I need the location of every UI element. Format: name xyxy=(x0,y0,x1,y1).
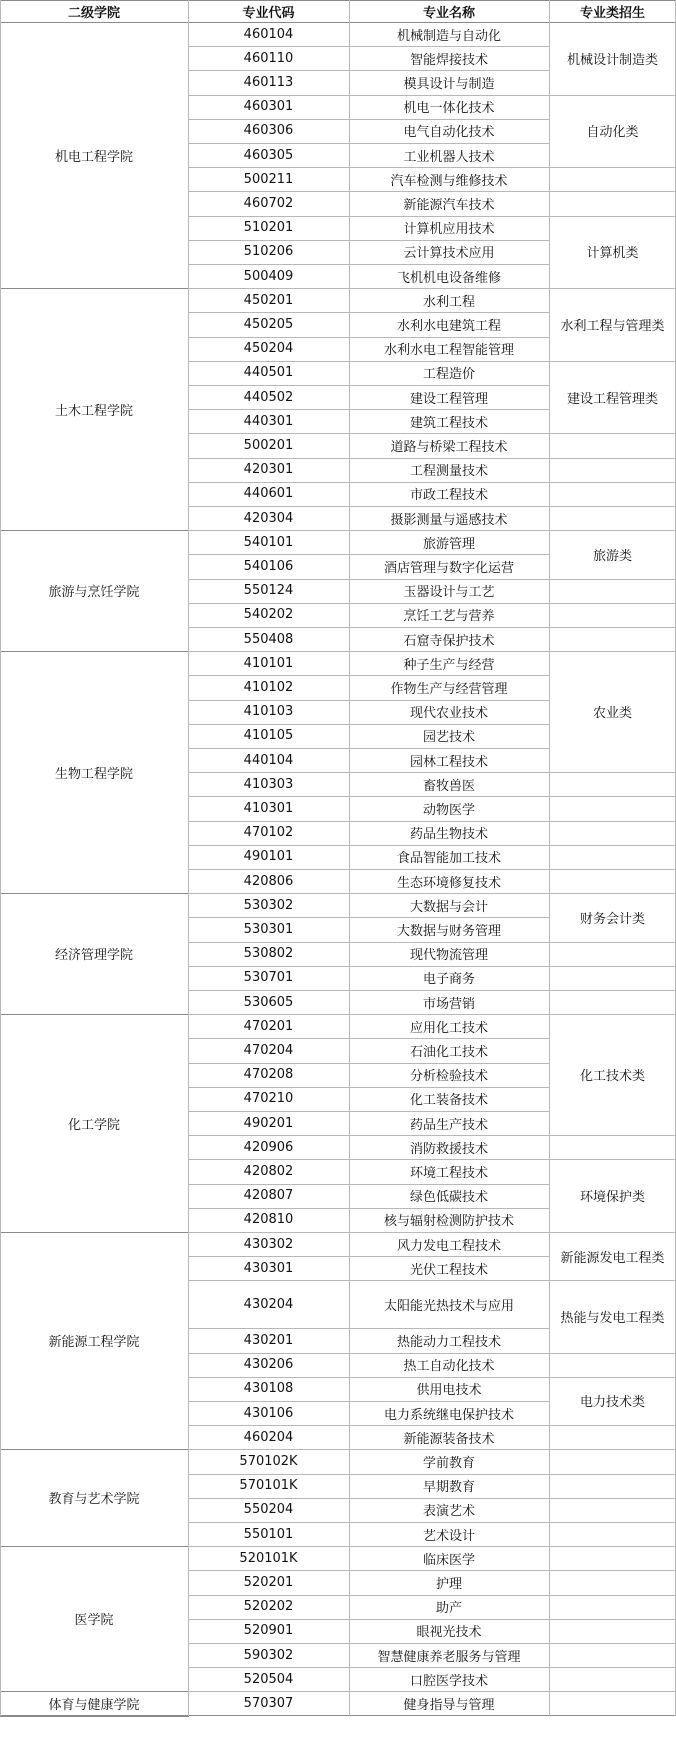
grid-line xyxy=(549,1232,676,1233)
category-name: 热能与发电工程类 xyxy=(560,1310,665,1326)
major-name: 电力系统继电保护技术 xyxy=(383,1407,514,1423)
category-name: 水利工程与管理类 xyxy=(560,318,665,334)
grid-line xyxy=(188,966,550,967)
grid-line xyxy=(188,651,550,652)
grid-line xyxy=(188,627,550,628)
major-code: 420304 xyxy=(243,510,294,526)
major-code: 520201 xyxy=(243,1574,294,1590)
major-name: 工程造价 xyxy=(422,367,475,383)
major-code: 520901 xyxy=(243,1623,294,1639)
grid-line xyxy=(349,0,350,1716)
college-name: 生物工程学院 xyxy=(54,766,133,782)
major-name: 环境工程技术 xyxy=(409,1165,488,1181)
major-name: 建设工程管理 xyxy=(409,391,488,407)
category-name: 财务会计类 xyxy=(579,911,645,927)
grid-line xyxy=(188,1353,550,1354)
header-category: 专业类招生 xyxy=(579,5,645,21)
major-name: 分析检验技术 xyxy=(409,1069,488,1085)
college-name: 新能源工程学院 xyxy=(48,1335,140,1351)
major-code: 430302 xyxy=(243,1236,294,1252)
major-name: 新能源汽车技术 xyxy=(403,197,495,213)
major-code: 520504 xyxy=(243,1671,294,1687)
college-name: 经济管理学院 xyxy=(54,948,133,964)
grid-line xyxy=(0,0,1,1716)
grid-line xyxy=(549,288,676,289)
major-code: 420802 xyxy=(243,1163,294,1179)
major-name: 口腔医学技术 xyxy=(409,1673,488,1689)
major-code: 490101 xyxy=(243,849,294,865)
major-name: 电子商务 xyxy=(422,972,475,988)
major-code: 420806 xyxy=(243,873,294,889)
grid-line xyxy=(0,893,189,894)
major-name: 酒店管理与数字化运营 xyxy=(383,560,514,576)
grid-line xyxy=(549,1619,676,1620)
major-name: 眼视光技术 xyxy=(416,1625,482,1641)
grid-line xyxy=(188,46,550,47)
major-name: 动物医学 xyxy=(422,802,475,818)
college-name: 旅游与烹饪学院 xyxy=(48,585,140,601)
grid-line xyxy=(188,1135,550,1136)
category-name: 环境保护类 xyxy=(579,1190,645,1206)
grid-line xyxy=(549,651,676,652)
major-code: 590302 xyxy=(243,1647,294,1663)
grid-line xyxy=(0,0,676,1)
major-code: 450205 xyxy=(243,316,294,332)
major-code: 410303 xyxy=(243,776,294,792)
major-name: 绿色低碳技术 xyxy=(409,1190,488,1206)
grid-line xyxy=(188,385,550,386)
grid-line xyxy=(188,1667,550,1668)
major-name: 计算机应用技术 xyxy=(403,222,495,238)
grid-line xyxy=(188,506,550,507)
major-code: 460110 xyxy=(243,50,294,66)
grid-line xyxy=(549,506,676,507)
grid-line xyxy=(188,1619,550,1620)
major-name: 市政工程技术 xyxy=(409,488,488,504)
grid-line xyxy=(188,1425,550,1426)
grid-line xyxy=(188,264,550,265)
major-name: 机械制造与自动化 xyxy=(396,28,501,44)
grid-line xyxy=(549,579,676,580)
major-code: 470208 xyxy=(243,1067,294,1083)
college-name: 机电工程学院 xyxy=(54,149,133,165)
major-name: 汽车检测与维修技术 xyxy=(390,173,508,189)
major-code: 460113 xyxy=(243,74,294,90)
grid-line xyxy=(188,1328,550,1329)
major-code: 550408 xyxy=(243,631,294,647)
grid-line xyxy=(188,1280,550,1281)
major-name: 学前教育 xyxy=(422,1455,475,1471)
major-code: 430108 xyxy=(243,1381,294,1397)
grid-line xyxy=(188,361,550,362)
major-name: 生态环境修复技术 xyxy=(396,875,501,891)
grid-line xyxy=(188,1208,550,1209)
major-code: 490201 xyxy=(243,1115,294,1131)
grid-line xyxy=(549,603,676,604)
major-name: 热能动力工程技术 xyxy=(396,1334,501,1350)
grid-line xyxy=(188,724,550,725)
major-name: 水利工程 xyxy=(422,294,475,310)
grid-line xyxy=(549,893,676,894)
major-code: 460301 xyxy=(243,99,294,115)
grid-line xyxy=(549,458,676,459)
grid-line xyxy=(549,821,676,822)
major-code: 430201 xyxy=(243,1332,294,1348)
major-name: 园艺技术 xyxy=(422,730,475,746)
grid-line xyxy=(188,312,550,313)
major-code: 530605 xyxy=(243,994,294,1010)
category-name: 新能源发电工程类 xyxy=(560,1250,665,1266)
major-code: 520202 xyxy=(243,1599,294,1615)
major-code: 510206 xyxy=(243,244,294,260)
grid-line xyxy=(188,240,550,241)
grid-line xyxy=(188,0,189,1716)
grid-line xyxy=(188,1449,550,1450)
grid-line xyxy=(0,1014,189,1015)
major-code: 530302 xyxy=(243,897,294,913)
major-name: 模具设计与制造 xyxy=(403,76,495,92)
grid-line xyxy=(549,1135,676,1136)
grid-line xyxy=(188,530,550,531)
major-code: 570307 xyxy=(243,1695,294,1711)
grid-line xyxy=(188,821,550,822)
grid-line xyxy=(549,1595,676,1596)
major-name: 机电一体化技术 xyxy=(403,101,495,117)
major-name: 消防救援技术 xyxy=(409,1141,488,1157)
category-name: 自动化类 xyxy=(586,125,639,141)
grid-line xyxy=(549,1522,676,1523)
grid-line xyxy=(549,361,676,362)
grid-line xyxy=(188,1038,550,1039)
grid-line xyxy=(188,191,550,192)
major-code: 500211 xyxy=(243,171,294,187)
major-code: 420810 xyxy=(243,1212,294,1228)
major-name: 艺术设计 xyxy=(422,1528,475,1544)
grid-line xyxy=(188,1159,550,1160)
grid-line xyxy=(188,433,550,434)
major-code: 440502 xyxy=(243,389,294,405)
major-code: 430204 xyxy=(243,1296,294,1312)
major-name: 护理 xyxy=(435,1576,462,1592)
college-name: 土木工程学院 xyxy=(54,403,133,419)
major-code: 520101K xyxy=(239,1550,298,1566)
major-name: 药品生产技术 xyxy=(409,1117,488,1133)
major-code: 470204 xyxy=(243,1042,294,1058)
grid-line xyxy=(549,1449,676,1450)
category-name: 电力技术类 xyxy=(579,1395,645,1411)
major-name: 大数据与财务管理 xyxy=(396,923,501,939)
major-code: 550124 xyxy=(243,583,294,599)
grid-line xyxy=(549,433,676,434)
grid-line xyxy=(188,409,550,410)
grid-line xyxy=(188,1474,550,1475)
major-code: 460306 xyxy=(243,123,294,139)
major-name: 玉器设计与工艺 xyxy=(403,585,495,601)
major-code: 460104 xyxy=(243,26,294,42)
grid-line xyxy=(188,1691,550,1692)
major-code: 450204 xyxy=(243,341,294,357)
grid-line xyxy=(188,554,550,555)
major-code: 420906 xyxy=(243,1139,294,1155)
major-code: 460702 xyxy=(243,195,294,211)
grid-line xyxy=(188,1546,550,1547)
major-code: 460305 xyxy=(243,147,294,163)
major-code: 440301 xyxy=(243,413,294,429)
grid-line xyxy=(0,1449,189,1450)
grid-line xyxy=(549,772,676,773)
major-name: 新能源装备技术 xyxy=(403,1431,495,1447)
major-name: 石油化工技术 xyxy=(409,1044,488,1060)
grid-line xyxy=(549,0,550,1716)
major-name: 化工装备技术 xyxy=(409,1093,488,1109)
major-name: 药品生物技术 xyxy=(409,827,488,843)
major-name: 风力发电工程技术 xyxy=(396,1238,501,1254)
major-name: 摄影测量与遥感技术 xyxy=(390,512,508,528)
major-name: 临床医学 xyxy=(422,1552,475,1568)
grid-line xyxy=(0,1691,189,1692)
grid-line xyxy=(549,627,676,628)
major-name: 应用化工技术 xyxy=(409,1020,488,1036)
grid-line xyxy=(188,95,550,96)
major-name: 助产 xyxy=(435,1601,462,1617)
grid-line xyxy=(188,748,550,749)
grid-line xyxy=(549,191,676,192)
major-code: 500409 xyxy=(243,268,294,284)
grid-line xyxy=(549,1353,676,1354)
grid-line xyxy=(188,1595,550,1596)
grid-line xyxy=(188,1014,550,1015)
grid-line xyxy=(549,1667,676,1668)
major-code: 530802 xyxy=(243,946,294,962)
grid-line xyxy=(549,1498,676,1499)
grid-line xyxy=(0,22,676,23)
major-code: 410301 xyxy=(243,800,294,816)
grid-line xyxy=(549,1691,676,1692)
major-name: 热工自动化技术 xyxy=(403,1359,495,1375)
major-name: 水利水电工程智能管理 xyxy=(383,343,514,359)
grid-line xyxy=(549,1159,676,1160)
major-code: 470210 xyxy=(243,1091,294,1107)
grid-line xyxy=(549,482,676,483)
major-name: 大数据与会计 xyxy=(409,899,488,915)
major-name: 云计算技术应用 xyxy=(403,246,495,262)
grid-line xyxy=(188,869,550,870)
major-code: 540101 xyxy=(243,534,294,550)
grid-line xyxy=(188,845,550,846)
major-code: 530301 xyxy=(243,921,294,937)
grid-line xyxy=(188,675,550,676)
major-code: 430106 xyxy=(243,1405,294,1421)
grid-line xyxy=(0,651,189,652)
grid-line xyxy=(188,1184,550,1185)
major-name: 作物生产与经营管理 xyxy=(390,681,508,697)
grid-line xyxy=(549,167,676,168)
grid-line xyxy=(0,1232,189,1233)
grid-line xyxy=(188,893,550,894)
grid-line xyxy=(188,337,550,338)
major-name: 建筑工程技术 xyxy=(409,415,488,431)
major-code: 450201 xyxy=(243,292,294,308)
major-code: 470201 xyxy=(243,1018,294,1034)
major-code: 410102 xyxy=(243,679,294,695)
category-name: 旅游类 xyxy=(592,548,632,564)
college-name: 体育与健康学院 xyxy=(48,1697,140,1713)
major-name: 飞机机电设备维修 xyxy=(396,270,501,286)
major-name: 园林工程技术 xyxy=(409,754,488,770)
grid-line xyxy=(188,917,550,918)
grid-line xyxy=(188,167,550,168)
major-code: 540106 xyxy=(243,558,294,574)
major-code: 440601 xyxy=(243,486,294,502)
grid-line xyxy=(188,1401,550,1402)
grid-line xyxy=(188,1087,550,1088)
category-name: 化工技术类 xyxy=(579,1069,645,1085)
major-code: 430301 xyxy=(243,1260,294,1276)
major-name: 工业机器人技术 xyxy=(403,149,495,165)
grid-line xyxy=(188,216,550,217)
grid-line xyxy=(188,288,550,289)
grid-line xyxy=(0,1716,189,1717)
grid-line xyxy=(188,603,550,604)
major-name: 石窟寺保护技术 xyxy=(403,633,495,649)
grid-line xyxy=(188,143,550,144)
grid-line xyxy=(188,772,550,773)
grid-line xyxy=(188,458,550,459)
major-code: 570102K xyxy=(239,1453,298,1469)
header-name: 专业名称 xyxy=(422,5,475,21)
major-name: 智能焊接技术 xyxy=(409,52,488,68)
grid-line xyxy=(188,796,550,797)
major-code: 550101 xyxy=(243,1526,294,1542)
grid-line xyxy=(188,579,550,580)
grid-line xyxy=(0,1546,189,1547)
category-name: 农业类 xyxy=(592,706,632,722)
grid-line xyxy=(549,845,676,846)
major-code: 440501 xyxy=(243,365,294,381)
major-name: 电气自动化技术 xyxy=(403,125,495,141)
grid-line xyxy=(188,1570,550,1571)
grid-line xyxy=(188,1522,550,1523)
category-name: 建设工程管理类 xyxy=(566,391,658,407)
grid-line xyxy=(549,1280,676,1281)
grid-line xyxy=(549,1474,676,1475)
grid-line xyxy=(549,796,676,797)
major-name: 智慧健康养老服务与管理 xyxy=(377,1649,521,1665)
major-name: 道路与桥梁工程技术 xyxy=(390,439,508,455)
major-name: 太阳能光热技术与应用 xyxy=(383,1298,514,1314)
grid-line xyxy=(188,119,550,120)
grid-line xyxy=(188,1232,550,1233)
major-code: 420807 xyxy=(243,1188,294,1204)
grid-line xyxy=(188,1643,550,1644)
grid-line xyxy=(549,95,676,96)
grid-line xyxy=(549,869,676,870)
category-name: 机械设计制造类 xyxy=(566,52,658,68)
grid-line xyxy=(549,1570,676,1571)
major-name: 核与辐射检测防护技术 xyxy=(383,1214,514,1230)
major-name: 工程测量技术 xyxy=(409,464,488,480)
grid-line xyxy=(188,1063,550,1064)
header-college: 二级学院 xyxy=(67,5,120,21)
grid-line xyxy=(549,1546,676,1547)
major-code: 440104 xyxy=(243,752,294,768)
major-name: 光伏工程技术 xyxy=(409,1262,488,1278)
major-name: 现代物流管理 xyxy=(409,948,488,964)
major-code: 410105 xyxy=(243,728,294,744)
grid-line xyxy=(549,1014,676,1015)
header-code: 专业代码 xyxy=(242,5,295,21)
major-name: 市场营销 xyxy=(422,996,475,1012)
grid-line xyxy=(188,70,550,71)
major-name: 种子生产与经营 xyxy=(403,657,495,673)
major-name: 现代农业技术 xyxy=(409,706,488,722)
grid-line xyxy=(188,1111,550,1112)
major-name: 表演艺术 xyxy=(422,1504,475,1520)
grid-line xyxy=(188,1256,550,1257)
major-code: 510201 xyxy=(243,220,294,236)
major-code: 500201 xyxy=(243,437,294,453)
major-code: 410103 xyxy=(243,704,294,720)
grid-line xyxy=(549,530,676,531)
major-code: 470102 xyxy=(243,825,294,841)
major-code: 570101K xyxy=(239,1478,298,1494)
major-code: 460204 xyxy=(243,1429,294,1445)
grid-line xyxy=(549,216,676,217)
grid-line xyxy=(549,1377,676,1378)
major-code: 550204 xyxy=(243,1502,294,1518)
major-name: 旅游管理 xyxy=(422,536,475,552)
grid-line xyxy=(549,942,676,943)
major-code: 430206 xyxy=(243,1357,294,1373)
college-name: 化工学院 xyxy=(67,1117,120,1133)
college-name: 医学院 xyxy=(74,1613,114,1629)
major-code: 410101 xyxy=(243,655,294,671)
major-code: 420301 xyxy=(243,462,294,478)
grid-line xyxy=(188,482,550,483)
grid-line xyxy=(188,700,550,701)
grid-line xyxy=(0,530,189,531)
grid-line xyxy=(549,1643,676,1644)
major-code: 530701 xyxy=(243,970,294,986)
major-name: 食品智能加工技术 xyxy=(396,851,501,867)
grid-line xyxy=(188,1377,550,1378)
college-name: 教育与艺术学院 xyxy=(48,1492,140,1508)
major-name: 健身指导与管理 xyxy=(403,1697,495,1713)
grid-line xyxy=(0,288,189,289)
major-name: 早期教育 xyxy=(422,1480,475,1496)
grid-line xyxy=(549,1425,676,1426)
major-name: 畜牧兽医 xyxy=(422,778,475,794)
grid-line xyxy=(549,966,676,967)
grid-line xyxy=(188,942,550,943)
grid-line xyxy=(188,990,550,991)
major-code: 540202 xyxy=(243,607,294,623)
grid-line xyxy=(188,1498,550,1499)
major-name: 烹饪工艺与营养 xyxy=(403,609,495,625)
major-name: 水利水电建筑工程 xyxy=(396,318,501,334)
grid-line xyxy=(549,990,676,991)
major-name: 供用电技术 xyxy=(416,1383,482,1399)
category-name: 计算机类 xyxy=(586,246,639,262)
